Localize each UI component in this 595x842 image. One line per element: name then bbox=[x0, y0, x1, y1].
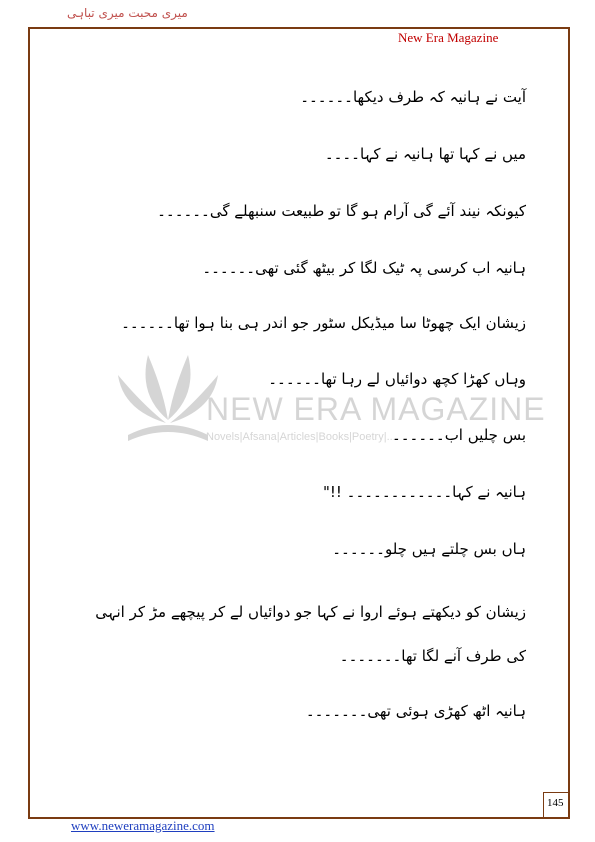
text-line: ہانیہ اٹھ کھڑی ہوئی تھی۔۔۔۔۔۔۔ bbox=[305, 702, 526, 720]
watermark-subtitle: Novels|Afsana|Articles|Books|Poetry|... bbox=[206, 431, 396, 443]
text-line: کیونکہ نیند آئے گی آرام ہو گا تو طبیعت سنبھلے گی۔۔۔۔۔۔ bbox=[157, 202, 526, 220]
magazine-name: New Era Magazine bbox=[398, 30, 499, 45]
text-line: آیت نے ہانیہ کہ طرف دیکھا۔۔۔۔۔۔ bbox=[300, 88, 526, 106]
text-line: زیشان کو دیکھتے ہوئے اروا نے کہا جو دوائیاں لے کر پیچھے مڑ کر انہی کی طرف آنے لگا تھا۔۔۔۔۔۔۔ bbox=[95, 603, 526, 665]
text-line: وہاں کھڑا کچھ دوائیاں لے رہا تھا۔۔۔۔۔۔ bbox=[268, 370, 526, 388]
text-line: بس چلیں اب۔۔۔۔۔۔ bbox=[391, 426, 526, 444]
page-number: 145 bbox=[547, 797, 564, 809]
book-title: میری محبت میری تباہی bbox=[67, 6, 188, 20]
text-line: زیشان ایک چھوٹا سا میڈیکل سٹور جو اندر ہی بنا ہوا تھا۔۔۔۔۔۔ bbox=[121, 314, 526, 332]
text-line: ہاں بس چلتے ہیں چلو۔۔۔۔۔۔ bbox=[332, 540, 526, 558]
text-line: ہانیہ اب کرسی پہ ٹیک لگا کر بیٹھ گئی تھی۔۔۔۔۔۔ bbox=[202, 259, 526, 277]
footer-link[interactable]: www.neweramagazine.com bbox=[71, 818, 215, 833]
text-line: میں نے کہا تھا ہانیہ نے کہا۔۔۔۔ bbox=[324, 145, 526, 163]
book-leaves-icon bbox=[118, 335, 218, 445]
watermark-title: NEW ERA MAGAZINE bbox=[206, 391, 546, 427]
text-line: ہانیہ نے کہا۔۔۔۔۔۔۔۔۔۔۔۔ !!" bbox=[322, 483, 526, 501]
